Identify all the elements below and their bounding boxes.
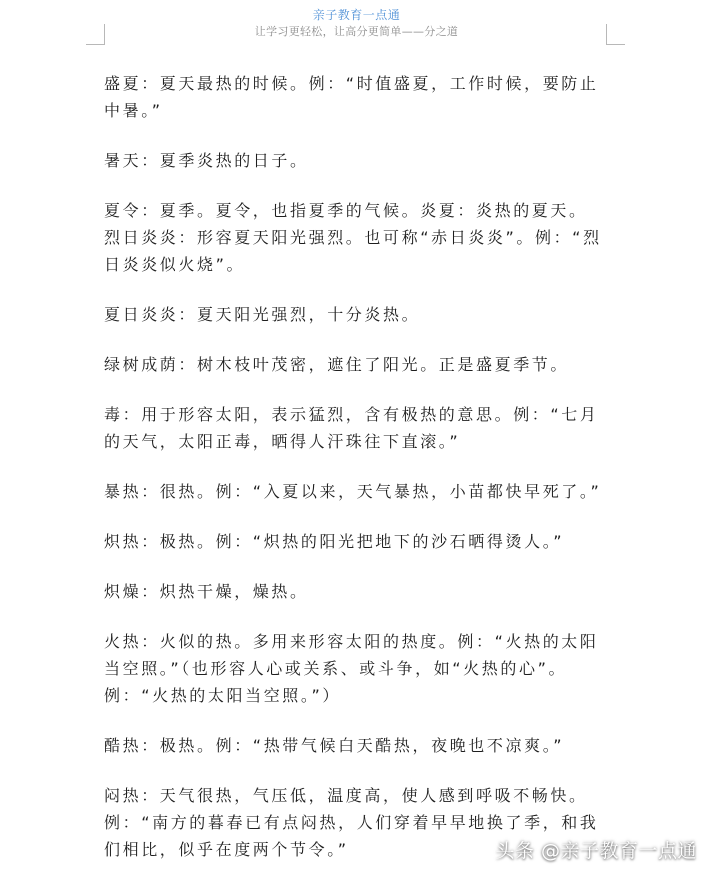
- page-header: [0, 8, 713, 39]
- watermark: 头条 @亲子教育一点通: [495, 840, 697, 862]
- entry-xialing: 夏令：夏季。夏令，也指夏季的气候。炎夏：炎热的夏天。: [104, 201, 588, 220]
- header-subtitle: 让学习更轻松，让高分更简单——分之道: [254, 25, 459, 38]
- header-title: 亲子教育一点通: [312, 8, 401, 22]
- entry-lvshuchengyin: 绿树成荫：树木枝叶茂密，遮住了阳光。正是盛夏季节。: [104, 355, 570, 374]
- entry-shengxia: 盛夏：夏天最热的时候。例：“时值盛夏，工作时候，要防止中暑。”: [104, 74, 599, 120]
- entry-du: 毒：用于形容太阳，表示猛烈，含有极热的意思。例：“七月的天气，太阳正毒，晒得人汗珠往下直滚。”: [104, 405, 599, 451]
- entry-shutian: 暑天：夏季炎热的日子。: [104, 151, 309, 170]
- entry-kure: 酷热：极热。例：“热带气候白天酷热，夜晚也不凉爽。”: [104, 736, 565, 755]
- document-body: [104, 70, 614, 886]
- entry-menre: 闷热：天气很热，气压低，温度高，使人感到呼吸不畅快。例：“南方的暮春已有点闷热，人们穿着早早地换了季，和我们相比，似乎在度两个节令。”: [104, 786, 599, 859]
- entry-baore: 暴热：很热。例：“入夏以来，天气暴热，小苗都快早死了。”: [104, 482, 602, 501]
- entry-chizao: 炽燥：炽热干燥，燥热。: [104, 582, 309, 601]
- entry-chire: 炽热：极热。例：“炽热的阳光把地下的沙石晒得烫人。”: [104, 532, 565, 551]
- entry-lieriyanyan: 烈日炎炎：形容夏天阳光强烈。也可称“赤日炎炎”。例：“烈日炎炎似火烧”。: [104, 228, 602, 274]
- entry-huore: 火热：火似的热。多用来形容太阳的热度。例：“火热的太阳当空照。”（也形容人心或关系、或斗争，如“火热的心”。例：“火热的太阳当空照。”）: [104, 632, 599, 705]
- entry-xiariyanyan: 夏日炎炎：夏天阳光强烈，十分炎热。: [104, 305, 421, 324]
